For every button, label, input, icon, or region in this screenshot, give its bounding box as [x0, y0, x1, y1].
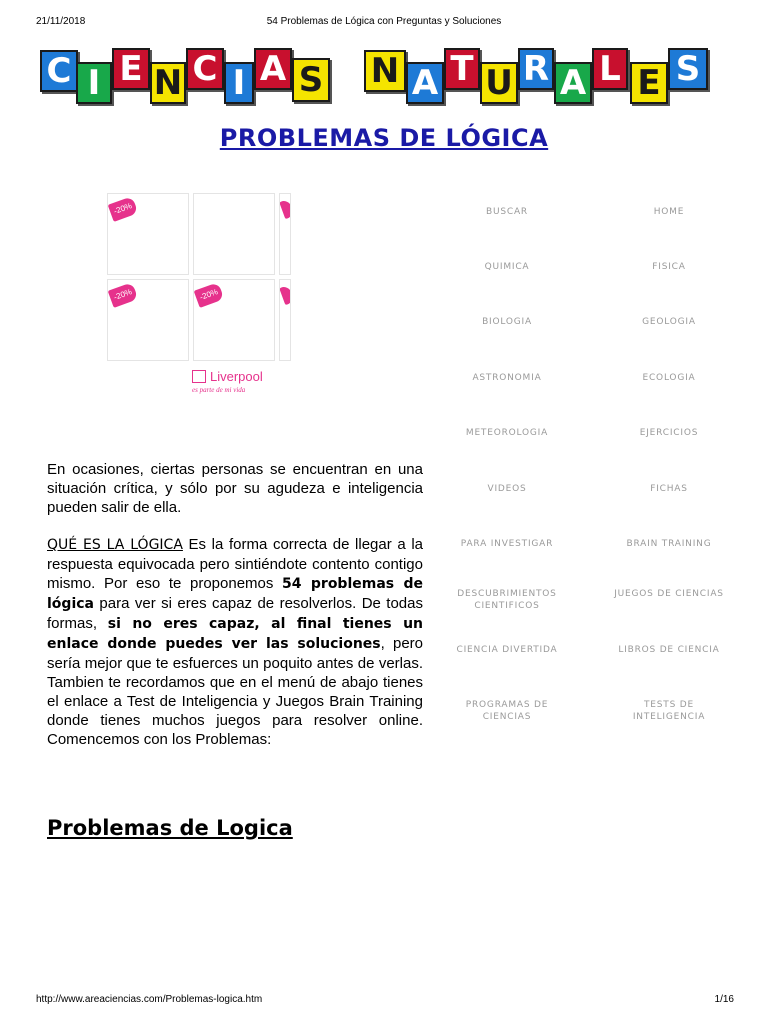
banner-letter-tile: A [406, 62, 444, 104]
banner-letter-tile: E [112, 48, 150, 90]
menu-item-descubrimientos-cientificos[interactable]: DESCUBRIMIENTOS CIENTIFICOS [457, 589, 557, 611]
advertiser-logo[interactable] [192, 369, 292, 395]
advertisement[interactable] [107, 193, 291, 398]
banner-letter-tile: U [480, 62, 518, 104]
ad-product-tile[interactable] [107, 279, 189, 361]
menu-item-meteorologia[interactable]: METEOROLOGIA [465, 428, 549, 438]
banner-letter-tile: C [186, 48, 224, 90]
menu-item-ciencia-divertida[interactable]: CIENCIA DIVERTIDA [456, 645, 558, 655]
banner-letter-tile: C [40, 50, 78, 92]
banner-letter-tile: L [592, 48, 628, 90]
ad-product-tile[interactable] [193, 193, 275, 275]
menu-item-brain-training[interactable]: BRAIN TRAINING [626, 539, 712, 549]
print-url: http://www.areaciencias.com/Problemas-logica.htm [36, 994, 263, 1005]
ad-product-tile[interactable] [279, 193, 291, 275]
discount-tag: -20% [108, 196, 139, 222]
menu-item-programas-de-ciencias[interactable]: PROGRAMAS DE CIENCIAS [465, 700, 549, 722]
discount-tag: -20% [108, 282, 139, 308]
banner-letter-tile: I [76, 62, 112, 104]
menu-item-geologia[interactable]: GEOLOGIA [642, 317, 696, 327]
banner-letter-tile: N [364, 50, 406, 92]
print-page-number: 1/16 [714, 994, 734, 1005]
banner-letter-tile: E [630, 62, 668, 104]
logic-paragraph [47, 535, 423, 749]
advertiser-brand: Liverpool [210, 369, 263, 384]
logic-text-bold-1: 54 problemas de lógica [47, 576, 423, 612]
discount-tag-partial [279, 199, 291, 219]
ad-product-tile[interactable] [107, 193, 189, 275]
site-banner[interactable] [36, 40, 732, 106]
banner-letter-tile: S [292, 58, 330, 102]
banner-letter-tile: T [444, 48, 480, 90]
logic-text-a: Es la forma correcta de llegar a la respuesta equivocada pero sintiéndote contento contigo mismo. Por eso te proponemos [47, 536, 424, 592]
print-footer [0, 994, 768, 1008]
menu-item-home[interactable]: HOME [653, 207, 685, 217]
menu-item-fisica[interactable]: FISICA [652, 262, 686, 272]
menu-item-fichas[interactable]: FICHAS [650, 484, 688, 494]
menu-item-ecologia[interactable]: ECOLOGIA [642, 373, 696, 383]
menu-item-buscar[interactable]: BUSCAR [486, 207, 528, 217]
liverpool-logo-icon [192, 370, 206, 383]
banner-letter-tile: A [554, 62, 592, 104]
ad-product-tile[interactable] [279, 279, 291, 361]
banner-letter-tile: R [518, 48, 554, 90]
logic-text-c: , pero sería mejor que te esfuerces un poquito antes de verlas. Tambien te recordamos que en el menú de abajo tienes el enlace a Test de Inteligencia y Juegos Brain Training donde tienes muchos juegos para resolver online. Comencemos con los Problemas: [47, 635, 423, 748]
menu-item-videos[interactable]: VIDEOS [487, 484, 527, 494]
banner-letter-tile: I [224, 62, 254, 104]
menu-item-tests-de-inteligencia[interactable]: TESTS DE INTELIGENCIA [632, 700, 706, 722]
menu-item-para-investigar[interactable]: PARA INVESTIGAR [460, 539, 554, 549]
banner-letter-tile: S [668, 48, 708, 90]
section-title: Problemas de Logica [47, 816, 293, 840]
ad-product-tile[interactable] [193, 279, 275, 361]
print-document-title: 54 Problemas de Lógica con Preguntas y Soluciones [266, 16, 502, 27]
print-header [0, 16, 768, 30]
que-es-la-logica-link[interactable]: QUÉ ES LA LÓGICA [47, 537, 183, 553]
menu-item-ejercicios[interactable]: EJERCICIOS [639, 428, 699, 438]
menu-item-juegos-de-ciencias[interactable]: JUEGOS DE CIENCIAS [614, 589, 724, 599]
menu-item-libros-de-ciencia[interactable]: LIBROS DE CIENCIA [618, 645, 720, 655]
menu-item-biologia[interactable]: BIOLOGIA [482, 317, 532, 327]
logic-text-bold-2: si no eres capaz, al final tienes un enlace donde puedes ver las soluciones [47, 616, 423, 652]
discount-tag-partial [279, 285, 291, 305]
banner-letter-tile: A [254, 48, 292, 90]
logic-text-b: para ver si eres capaz de resolverlos. De todas formas, [47, 595, 423, 632]
intro-paragraph: En ocasiones, ciertas personas se encuentran en una situación crítica, y sólo por su agudeza e inteligencia pueden salir de ella. [47, 461, 423, 516]
page-title-link[interactable]: PROBLEMAS DE LÓGICA [219, 124, 549, 152]
banner-letter-tile: N [150, 62, 186, 104]
print-date: 21/11/2018 [36, 16, 86, 27]
advertiser-slogan: es parte de mi vida [192, 386, 246, 394]
menu-item-astronomia[interactable]: ASTRONOMIA [472, 373, 542, 383]
discount-tag: -20% [194, 282, 225, 308]
menu-item-quimica[interactable]: QUIMICA [484, 262, 530, 272]
